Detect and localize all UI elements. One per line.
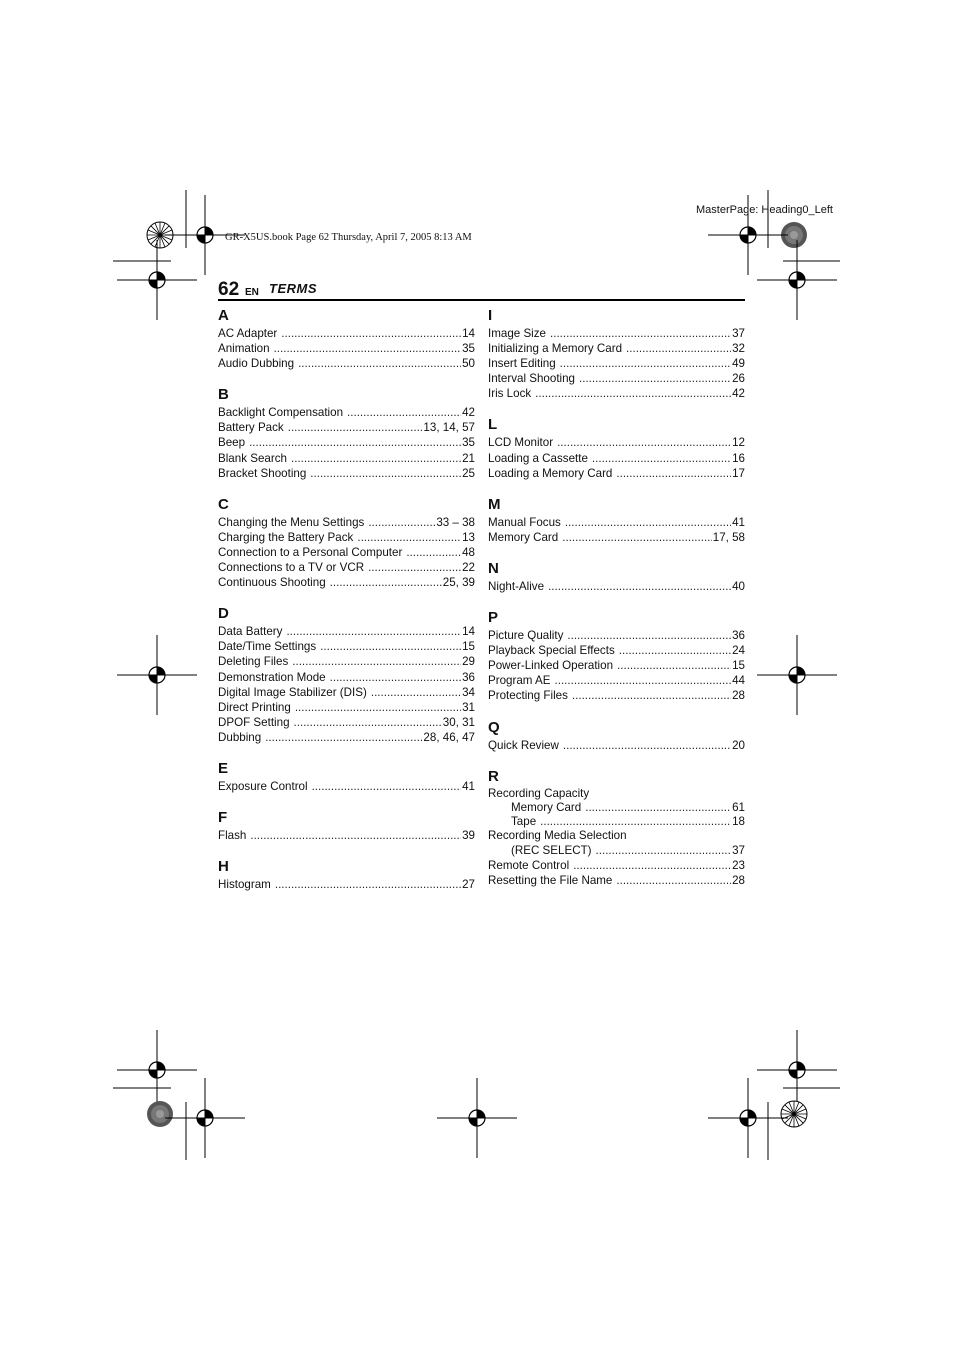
index-entry: [488, 873, 745, 888]
index-entry: [218, 435, 475, 450]
index-page-ref: 17: [732, 466, 745, 480]
index-page-ref: 36: [462, 670, 475, 684]
index-term: Digital Image Stabilizer (DIS): [218, 685, 367, 699]
index-entry: [218, 420, 475, 435]
dot-leader: [312, 779, 462, 794]
index-term: AC Adapter: [218, 327, 278, 340]
index-term: Flash: [218, 829, 247, 843]
dot-leader: [557, 435, 731, 450]
dot-leader: [286, 624, 461, 639]
index-letter-heading: L: [488, 416, 498, 434]
index-entry: [488, 829, 745, 843]
index-entry: [218, 515, 475, 530]
index-entry: [218, 451, 475, 466]
index-page-ref: 42: [462, 406, 475, 420]
index-entry: [488, 579, 745, 594]
registration-dot-bottom-left: [147, 1101, 173, 1127]
dot-leader: [565, 515, 731, 530]
dot-leader: [617, 658, 731, 673]
index-entry: [218, 560, 475, 575]
section-title: TERMS: [269, 281, 317, 296]
index-entry: [488, 356, 745, 371]
index-term: Direct Printing: [218, 700, 291, 714]
index-page-ref: 37: [732, 327, 745, 340]
index-term: Memory Card: [511, 800, 582, 814]
index-term: Program AE: [488, 674, 551, 688]
dot-leader: [330, 575, 442, 590]
index-entry: [218, 877, 475, 892]
index-page-ref: 41: [732, 515, 745, 529]
page-header: [218, 279, 745, 301]
index-letter-heading: C: [218, 495, 229, 513]
index-entry: [218, 545, 475, 560]
index-page-ref: 48: [462, 545, 475, 559]
index-page-ref: 39: [462, 829, 475, 843]
index-entry: [488, 658, 745, 673]
crosshair-bottom-center: [437, 1078, 517, 1158]
index-entry: [488, 515, 745, 530]
index-term: DPOF Setting: [218, 715, 290, 729]
index-term: Resetting the File Name: [488, 874, 613, 888]
index-term: Recording Capacity: [488, 786, 590, 800]
crosshair-left-upper: [117, 240, 197, 320]
index-entry: [488, 628, 745, 643]
index-term: Dubbing: [218, 730, 262, 744]
dot-leader: [619, 643, 731, 658]
crosshair-right-lower: [757, 1030, 837, 1110]
index-page-ref: 14: [462, 625, 475, 639]
index-entry: [488, 643, 745, 658]
dot-leader: [567, 628, 731, 643]
index-term: Picture Quality: [488, 629, 564, 643]
crosshair-bottom-right: [708, 1078, 788, 1158]
index-page-ref: 28: [732, 689, 745, 703]
index-entry: [218, 715, 475, 730]
index-entry: [488, 530, 745, 545]
dot-leader: [298, 356, 461, 371]
index-page-ref: 26: [732, 372, 745, 386]
index-entry: [488, 815, 745, 829]
dot-leader: [406, 545, 461, 560]
index-term: Recording Media Selection: [488, 829, 627, 843]
index-entry: [488, 673, 745, 688]
index-page-ref: 30, 31: [442, 715, 475, 729]
dot-leader: [347, 405, 461, 420]
dot-leader: [560, 356, 731, 371]
index-letter-heading: I: [488, 307, 493, 324]
book-info-line: GR-X5US.book Page 62 Thursday, April 7, 2005 8:13 AM: [225, 232, 472, 243]
crosshair-left-lower: [117, 1030, 197, 1110]
dot-leader: [249, 435, 461, 450]
index-term: Demonstration Mode: [218, 670, 326, 684]
dot-leader: [616, 466, 731, 481]
index-entry: [488, 738, 745, 753]
index-entry: [488, 688, 745, 703]
index-entry: [218, 828, 475, 843]
dot-leader: [540, 815, 731, 829]
index-entry: [488, 451, 745, 466]
index-entry: [218, 639, 475, 654]
index-term: Backlight Compensation: [218, 406, 344, 420]
index-term: Loading a Memory Card: [488, 466, 613, 480]
index-page-ref: 49: [732, 357, 745, 371]
dot-leader: [320, 639, 461, 654]
index-entry: [488, 801, 745, 815]
index-entry: [218, 530, 475, 545]
index-term: Interval Shooting: [488, 372, 576, 386]
index-column-right: [488, 306, 745, 888]
index-term: Quick Review: [488, 738, 559, 752]
crosshair-right-middle: [757, 635, 837, 715]
index-entry: [218, 670, 475, 685]
index-term: Changing the Menu Settings: [218, 515, 365, 529]
crosshair-right-upper: [757, 240, 837, 320]
index-column-left: [218, 306, 475, 892]
dot-leader: [368, 515, 435, 530]
index-letter-heading: E: [218, 759, 229, 777]
index-entry: [488, 326, 745, 341]
index-entry: [218, 730, 475, 745]
index-term: Power-Linked Operation: [488, 659, 614, 673]
registration-star-bottom-right: [781, 1101, 807, 1127]
index-page-ref: 34: [462, 685, 475, 699]
dot-leader: [291, 451, 461, 466]
index-page-ref: 42: [732, 387, 745, 401]
index-entry: [218, 700, 475, 715]
index-entry: [488, 844, 745, 858]
index-page-ref: 44: [732, 674, 745, 688]
page-number: 62: [218, 279, 240, 300]
dot-leader: [281, 326, 461, 341]
index-term: Bracket Shooting: [218, 466, 307, 480]
index-entry: [488, 386, 745, 401]
index-letter-heading: A: [218, 307, 229, 324]
index-term: Connection to a Personal Computer: [218, 545, 403, 559]
dot-leader: [288, 420, 423, 435]
crosshair-left-middle: [117, 635, 197, 715]
index-entry: [488, 341, 745, 356]
index-page-ref: 17, 58: [712, 530, 745, 544]
index-term: Beep: [218, 436, 246, 450]
index-entry: [218, 779, 475, 794]
index-term: Remote Control: [488, 859, 570, 873]
index-page-ref: 21: [462, 451, 475, 465]
index-page-ref: 13, 14, 57: [423, 421, 475, 435]
index-page-ref: 15: [462, 640, 475, 654]
dot-leader: [572, 688, 731, 703]
index-term: Initializing a Memory Card: [488, 342, 623, 356]
dot-leader: [555, 673, 732, 688]
dot-leader: [357, 530, 461, 545]
index-page-ref: 40: [732, 579, 745, 593]
index-page-ref: 36: [732, 629, 745, 643]
index-entry: [218, 575, 475, 590]
dot-leader: [550, 326, 731, 341]
index-entry: [218, 341, 475, 356]
dot-leader: [275, 877, 461, 892]
index-page-ref: 12: [732, 436, 745, 450]
index-page-ref: 25, 39: [442, 576, 475, 590]
index-term: Charging the Battery Pack: [218, 530, 354, 544]
dot-leader: [371, 685, 461, 700]
index-page-ref: 35: [462, 436, 475, 450]
index-letter-heading: F: [218, 809, 228, 827]
dot-leader: [265, 730, 422, 745]
index-term: Deleting Files: [218, 655, 289, 669]
index-term: Insert Editing: [488, 357, 556, 371]
index-page-ref: 20: [732, 738, 745, 752]
index-term: Audio Dubbing: [218, 357, 295, 371]
index-term: Memory Card: [488, 530, 559, 544]
index-letter-heading: R: [488, 767, 499, 785]
index-term: Loading a Cassette: [488, 451, 588, 465]
dot-leader: [274, 341, 462, 356]
index-page-ref: 37: [732, 843, 745, 857]
index-letter-heading: N: [488, 559, 499, 577]
dot-leader: [310, 466, 461, 481]
dot-leader: [368, 560, 461, 575]
index-entry: [488, 435, 745, 450]
index-term: Connections to a TV or VCR: [218, 561, 365, 575]
index-page-ref: 22: [462, 561, 475, 575]
index-page-ref: 50: [462, 357, 475, 371]
index-entry: [218, 654, 475, 669]
dot-leader: [616, 873, 731, 888]
index-term: Manual Focus: [488, 515, 561, 529]
index-page-ref: 14: [462, 327, 475, 340]
index-entry: [218, 326, 475, 341]
index-page-ref: 27: [462, 878, 475, 892]
index-letter-heading: P: [488, 609, 499, 627]
index-entry: [488, 466, 745, 481]
dot-leader: [330, 670, 461, 685]
dot-leader: [592, 451, 731, 466]
dot-leader: [295, 700, 461, 715]
dot-leader: [573, 858, 731, 873]
index-term: Image Size: [488, 327, 546, 340]
dot-leader: [535, 386, 731, 401]
index-letter-heading: B: [218, 386, 229, 404]
index-term: Battery Pack: [218, 421, 284, 435]
index-term: Animation: [218, 342, 270, 356]
dot-leader: [585, 801, 731, 815]
index-page-ref: 41: [462, 779, 475, 793]
index-entry: [218, 356, 475, 371]
index-term: Exposure Control: [218, 779, 308, 793]
index-letter-heading: D: [218, 605, 229, 623]
index-term: Data Battery: [218, 625, 283, 639]
index-page-ref: 16: [732, 451, 745, 465]
index-entry: [218, 624, 475, 639]
index-page-ref: 18: [732, 815, 745, 829]
index-term: Tape: [511, 815, 537, 829]
index-page-ref: 32: [732, 342, 745, 356]
index-letter-heading: M: [488, 495, 501, 513]
index-term: Blank Search: [218, 451, 287, 465]
index-term: Date/Time Settings: [218, 640, 317, 654]
index-page-ref: 13: [462, 530, 475, 544]
index-page-ref: 29: [462, 655, 475, 669]
index-page-ref: 23: [732, 859, 745, 873]
index-letter-heading: Q: [488, 718, 500, 736]
index-page-ref: 33 – 38: [436, 515, 475, 529]
index-term: Playback Special Effects: [488, 644, 615, 658]
dot-leader: [626, 341, 731, 356]
dot-leader: [294, 715, 442, 730]
dot-leader: [292, 654, 461, 669]
dot-leader: [596, 844, 732, 858]
index-entry: [218, 466, 475, 481]
dot-leader: [563, 738, 731, 753]
index-entry: [488, 787, 745, 801]
dot-leader: [562, 530, 712, 545]
language-code: EN: [245, 287, 259, 298]
crosshair-bottom-left: [165, 1078, 245, 1158]
index-entry: [488, 858, 745, 873]
dot-leader: [579, 371, 731, 386]
index-page-ref: 28: [732, 874, 745, 888]
dot-leader: [548, 579, 731, 594]
index-entry: [488, 371, 745, 386]
index-page-ref: 24: [732, 644, 745, 658]
index-page-ref: 15: [732, 659, 745, 673]
index-term: Histogram: [218, 878, 271, 892]
index-page-ref: 31: [462, 700, 475, 714]
index-page-ref: 25: [462, 466, 475, 480]
index-page-ref: 61: [732, 800, 745, 814]
index-entry: [218, 685, 475, 700]
master-page-label: MasterPage: Heading0_Left: [696, 204, 833, 216]
index-page-ref: 35: [462, 342, 475, 356]
index-term: Continuous Shooting: [218, 576, 326, 590]
index-entry: [218, 405, 475, 420]
dot-leader: [250, 828, 461, 843]
index-term: Iris Lock: [488, 387, 532, 401]
index-letter-heading: H: [218, 858, 229, 876]
index-page-ref: 28, 46, 47: [423, 730, 475, 744]
index-term: LCD Monitor: [488, 436, 554, 450]
index-term: Protecting Files: [488, 689, 568, 703]
index-term: (REC SELECT): [511, 843, 592, 857]
index-term: Night-Alive: [488, 579, 545, 593]
